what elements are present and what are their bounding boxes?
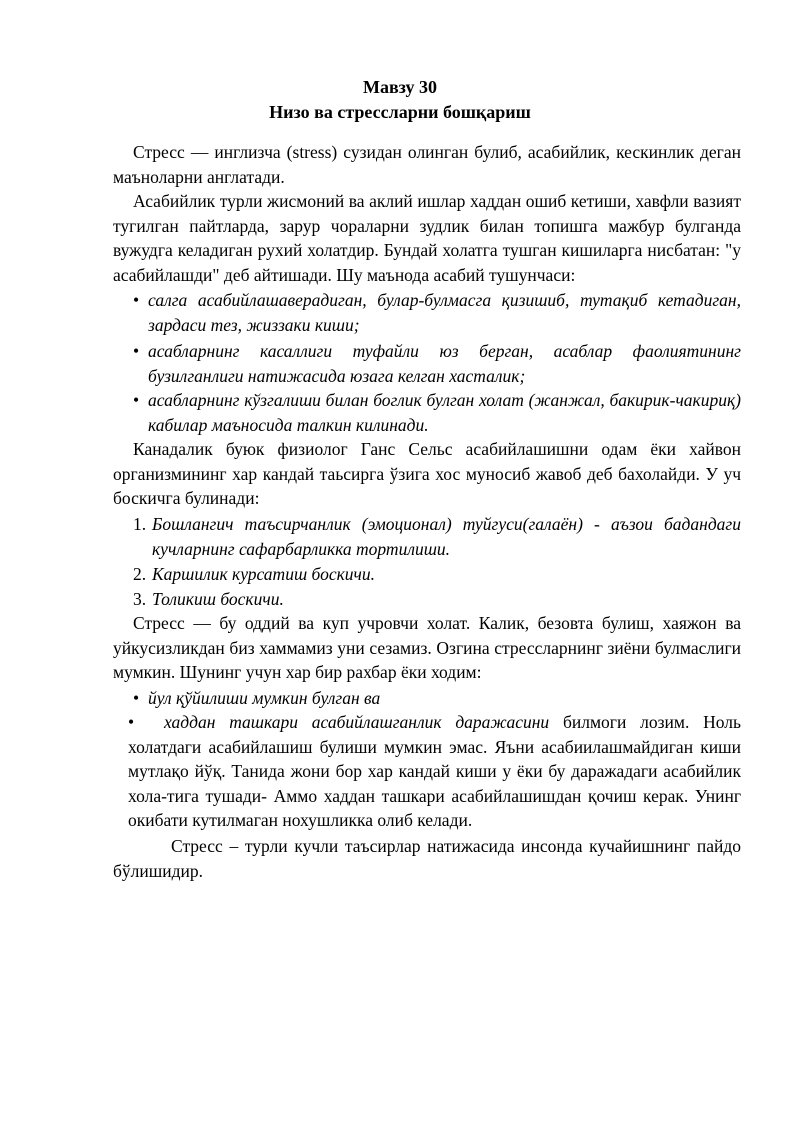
stage-item bbox=[133, 587, 741, 612]
stage-number: 1. bbox=[133, 514, 147, 534]
bullet-item bbox=[133, 686, 741, 711]
stage-text: Бошлангич таъсирчанлик (эмоционал) туйгуси(галаён) - аъзои бадандаги кучларнинг сафарбарликка тортилиши. bbox=[152, 514, 741, 559]
paragraph-text: билмоги лозим. Ноль холатдаги асабийлашиш булиши мумкин эмас. Яъни асабиилашмайдиган киши мутлақо йўқ. Танида жони бор хар кандай киши у ёки бу даражадаги асабийлик хола-тига тушади- Аммо хаддан ташкари асабийлашишдан қочиш керак. Унинг окибати кутилмаган нохушликка олиб келади. bbox=[128, 712, 741, 830]
bullet-text: йул қўйилиши мумкин булган ва bbox=[148, 688, 381, 708]
paragraph-excess-nervousness bbox=[128, 710, 741, 833]
bullet-text: асабларнинг касаллиги туфайли юз берган, асаблар фаолиятининг бузилганлиги натижасида юзага келган хасталик; bbox=[148, 341, 741, 386]
paragraph-stress-common: Стресс — бу оддий ва куп учровчи холат. Калик, безовта булиш, хаяжон ва уйкусизликдан биз хаммамиз уни сезамиз. Озгина стрессларнинг зиёни булмаслиги мумкин. Шунинг учун хар бир рахбар ёки ходим: bbox=[113, 613, 741, 682]
bullet-text: асабларнинг кўзгалиши билан боглик булган холат (жанжал, бакирик-чакириқ) кабилар маъносида талкин килинади. bbox=[148, 390, 741, 435]
emphasis-text: хаддан ташкари асабийлашганлик даражасини bbox=[164, 712, 550, 732]
bullet-marker: • bbox=[133, 341, 140, 361]
paragraph-selye: Канадалик буюк физиолог Ганс Сельс асабийлашишни одам ёки хайвон организмининг хар кандай таьсирга ўзига хос муносиб жавоб деб бахолайди. У уч боскичга булинади: bbox=[113, 439, 741, 508]
stage-item bbox=[133, 562, 741, 587]
stage-text: Каршилик курсатиш боскичи. bbox=[152, 564, 376, 584]
bullet-marker: • bbox=[133, 390, 140, 410]
paragraph-stress-definition: Стресс — инглизча (stress) сузидан олинган булиб, асабийлик, кескинлик деган маъноларни англатади. bbox=[113, 142, 741, 187]
document-title: Низо ва стрессларни бошқариш bbox=[269, 102, 531, 122]
bullet-item bbox=[133, 388, 741, 437]
stage-number: 2. bbox=[133, 564, 147, 584]
stage-item bbox=[133, 512, 741, 561]
bullet-marker: • bbox=[133, 290, 140, 310]
stage-number: 3. bbox=[133, 589, 147, 609]
bullet-text: салга асабийлашаверадиган, булар-булмасга қизишиб, тутақиб кетадиган, зардаси тез, жиззаки киши; bbox=[148, 290, 741, 335]
bullet-item bbox=[133, 339, 741, 388]
bullet-marker: • bbox=[133, 688, 140, 708]
topic-number-heading: Мавзу 30 bbox=[362, 77, 438, 97]
bullet-marker: • bbox=[128, 712, 135, 732]
paragraph-stress-conclusion: Стресс – турли кучли таъсирлар натижасида инсонда кучайишнинг пайдо бўлишидир. bbox=[113, 836, 741, 881]
paragraph-nervousness: Асабийлик турли жисмоний ва аклий ишлар хаддан ошиб кетиши, хавфли вазият тугилган пайтларда, зарур чораларни зудлик билан топишга мажбур булганда вужудга келадиган рухий холатдир. Бундай холатга тушган кишиларга нисбатан: "у асабийлашди" деб айтишади. Шу маънода асабий тушунчаси: bbox=[113, 191, 741, 285]
stage-text: Толикиш боскичи. bbox=[152, 589, 284, 609]
bullet-item bbox=[133, 288, 741, 337]
